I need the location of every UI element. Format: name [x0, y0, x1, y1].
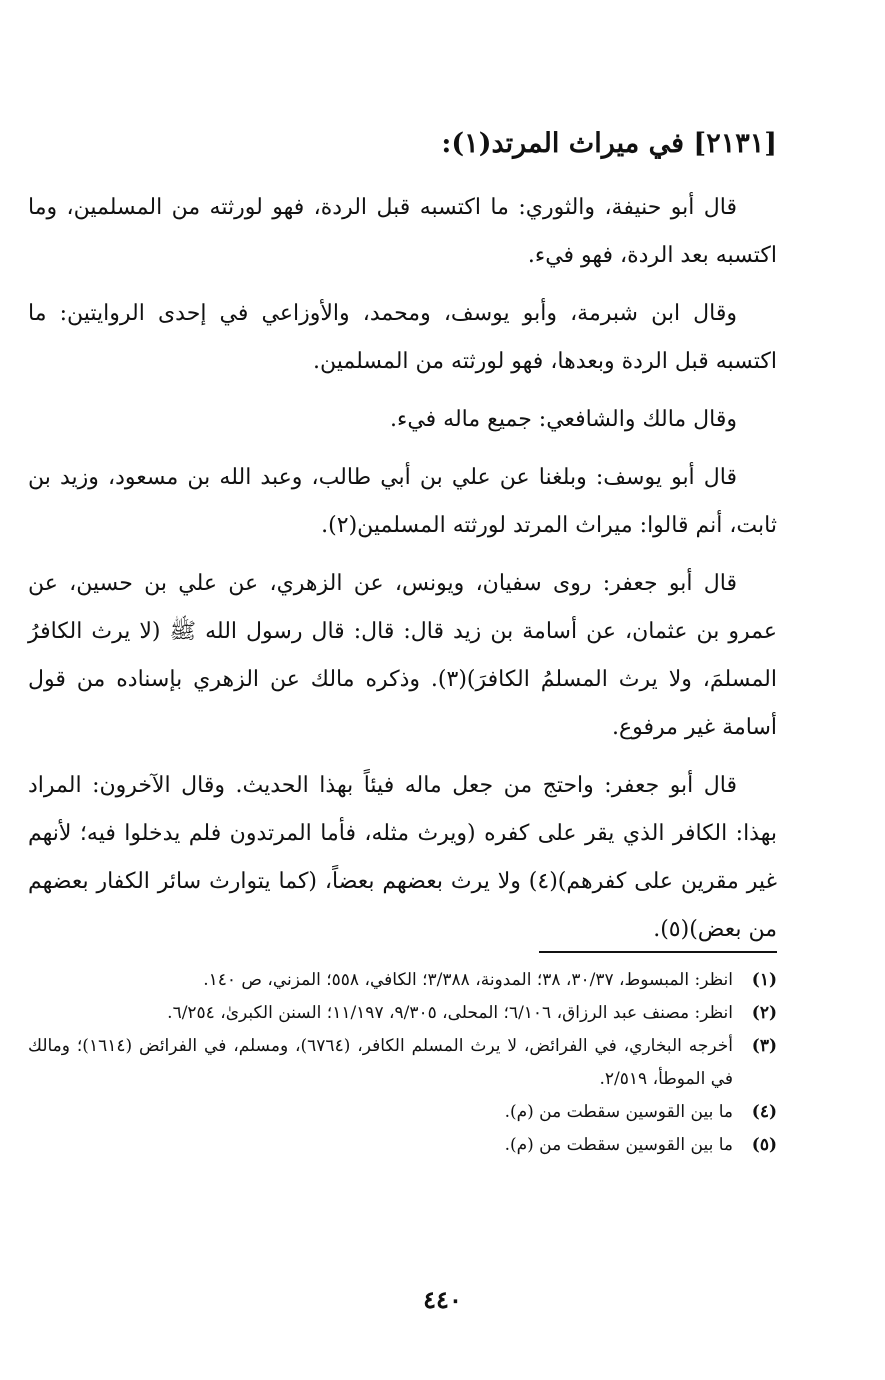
footnote-divider	[539, 951, 777, 953]
main-text	[28, 184, 777, 964]
paragraph-malik-shafii: وقال مالك والشافعي: جميع ماله فيء.	[389, 407, 737, 432]
footnote-3	[28, 1030, 777, 1096]
footnotes	[28, 964, 777, 1162]
paragraph-abu-jafar-hadith: قال أبو جعفر: روى سفيان، ويونس، عن الزهري، عن علي بن حسين، عن عمرو بن عثمان، عن أسامة بن زيد قال: قال: قال رسول الله ﷺ (لا يرث الكافرُ المسلمَ، ولا يرث المسلمُ الكافرَ)(٣). وذكره مالك عن الزهري بإسناده من قول أسامة غير مرفوع.	[28, 571, 777, 740]
footnote-text: ما بين القوسين سقطت من (م).	[504, 1135, 733, 1155]
paragraph-abu-hanifa: قال أبو حنيفة، والثوري: ما اكتسبه قبل الردة، فهو لورثته من المسلمين، وما اكتسبه بعد الردة، فهو فيء.	[28, 195, 777, 268]
footnote-text: انظر: مصنف عبد الرزاق، ٦/١٠٦؛ المحلى، ٩/٣٠٥، ١١/١٩٧؛ السنن الكبرىٰ، ٦/٢٥٤.	[167, 1003, 733, 1023]
footnote-number: (٣)	[751, 1036, 777, 1056]
footnote-number: (١)	[751, 970, 777, 990]
footnote-number: (٢)	[751, 1003, 777, 1023]
footnote-text: ما بين القوسين سقطت من (م).	[504, 1102, 733, 1122]
page-number: ٤٤٠	[423, 1285, 462, 1314]
footnote-text: أخرجه البخاري، في الفرائض، لا يرث المسلم الكافر، (٦٧٦٤)، ومسلم، في الفرائض (١٦١٤)؛ ومالك في الموطأ، ٢/٥١٩.	[28, 1036, 733, 1089]
footnote-text: انظر: المبسوط، ٣٠/٣٧، ٣٨؛ المدونة، ٣/٣٨٨؛ الكافي، ٥٥٨؛ المزني، ص ١٤٠.	[203, 970, 733, 990]
paragraph-abu-yusuf: قال أبو يوسف: وبلغنا عن علي بن أبي طالب، وعبد الله بن مسعود، وزيد بن ثابت، أنم قالوا: ميراث المرتد لورثته المسلمين(٢).	[28, 465, 777, 538]
footnote-number: (٥)	[751, 1135, 777, 1155]
footnote-1	[28, 964, 777, 997]
footnote-2	[28, 997, 777, 1030]
paragraph-ibn-shubruma: وقال ابن شبرمة، وأبو يوسف، ومحمد، والأوزاعي في إحدى الروايتين: ما اكتسبه قبل الردة وبعدها، فهو لورثته من المسلمين.	[28, 301, 777, 374]
paragraph-abu-jafar-argument: قال أبو جعفر: واحتج من جعل ماله فيئاً بهذا الحديث. وقال الآخرون: المراد بهذا: الكافر الذي يقر على كفره (ويرث مثله، فأما المرتدون فلم يدخلوا فيه؛ لأنهم غير مقرين على كفرهم)(٤) ولا يرث بعضهم بعضاً، (كما يتوارث سائر الكفار بعضهم من بعض)(٥).	[28, 773, 777, 942]
footnote-5	[28, 1129, 777, 1162]
footnote-number: (٤)	[751, 1102, 777, 1122]
footnote-4	[28, 1096, 777, 1129]
section-heading: [٢١٣١] في ميراث المرتد(١):	[441, 128, 777, 159]
